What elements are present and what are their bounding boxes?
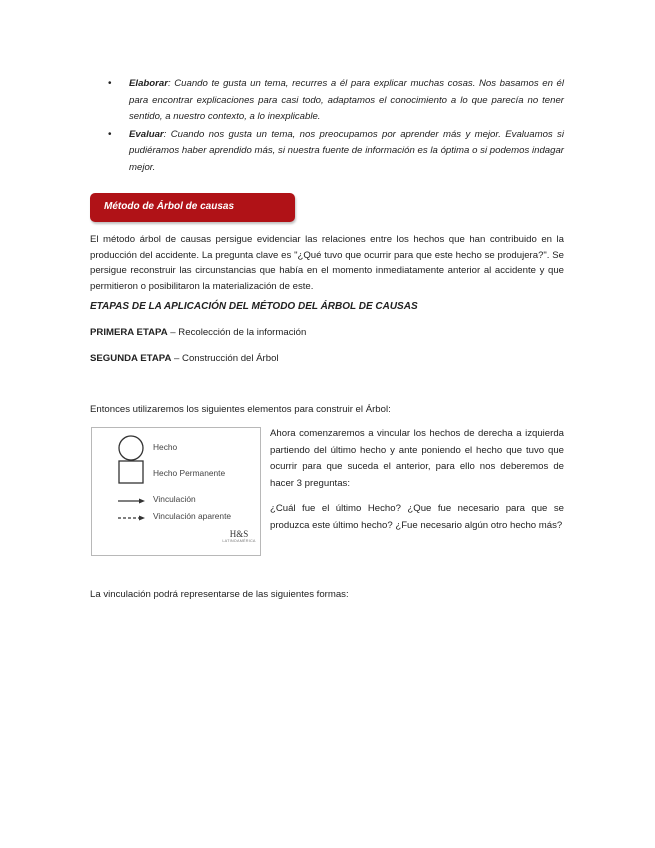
stage-text: – Construcción del Árbol [171, 353, 279, 364]
legend-figure [91, 427, 261, 556]
vinculation-paragraph: Ahora comenzaremos a vincular los hechos de derecha a izquierda partiendo del último hecho y ante poniendo el hecho que tuvo que ocurrir para que suceda el anterior, para ello nos deberemos de hacer 3 preguntas: [270, 428, 564, 489]
bullet-dot-icon: • [108, 78, 112, 89]
legend-vinculacion-label: Vinculación [153, 494, 196, 504]
dashed-arrowhead-icon [139, 516, 145, 521]
stages-title: ETAPAS DE LA APLICACIÓN DEL MÉTODO DEL ÁRBOL DE CAUSAS [90, 301, 418, 312]
section-header-title: Método de Árbol de causas [104, 201, 235, 212]
bullet-list [108, 76, 564, 178]
questions-paragraph: ¿Cuál fue el último Hecho? ¿Que fue necesario para que se produzca este último hecho? ¿Fue necesario algún otro hecho más? [270, 503, 564, 531]
bullet-term: Elaborar [129, 78, 168, 89]
bullet-item-evaluar [108, 127, 564, 177]
elements-intro: Entonces utilizaremos los siguientes elementos para construir el Árbol: [90, 404, 391, 415]
logo-main: H&S [229, 529, 249, 539]
section-header [90, 193, 295, 222]
stage-first [90, 327, 306, 338]
bullet-term: Evaluar [129, 128, 164, 140]
intro-paragraph: El método árbol de causas persigue evidenciar las relaciones entre los hechos que han contribuido en la producción del accidente. La pregunta clave es "¿Qué tuvo que ocurrir para que este hecho se produjera?". Se persigue reconstruir las circunstancias que había en el momento inmediatamente anterior al accidente y que permitieron o posibilitaron la materialización de este. [90, 234, 564, 292]
legend-hecho-label: Hecho [153, 442, 178, 452]
bullet-item-elaborar [108, 76, 564, 126]
legend-vinculacion-aparente-label: Vinculación aparente [153, 511, 232, 521]
bullet-text: : Cuando nos gusta un tema, nos preocupamos por aprender más y mejor. Evaluamos si pudiéramos haber aprendido más, si nuestra fuente de información es la óptima o si podemos indagar mejor. [129, 128, 564, 173]
stage-text: – Recolección de la información [167, 327, 307, 338]
bullet-dot-icon: • [108, 128, 112, 140]
arrowhead-icon [139, 499, 145, 504]
square-icon [119, 461, 143, 483]
stage-label: SEGUNDA ETAPA [90, 353, 172, 364]
hs-logo [222, 529, 256, 543]
forms-intro: La vinculación podrá representarse de las siguientes formas: [90, 589, 349, 600]
legend-hecho-permanente-label: Hecho Permanente [153, 468, 226, 478]
bullet-text: : Cuando te gusta un tema, recurres a él para explicar muchas cosas. Nos basamos en él para encontrar explicaciones para casi todo, adaptamos el conocimiento a lo que parecía no tener sentido, a nuestro contexto, a lo inexplicable. [129, 78, 564, 123]
stage-second [90, 353, 279, 364]
logo-sub: LATINOAMÉRICA [222, 539, 256, 543]
stage-label: PRIMERA ETAPA [90, 327, 168, 338]
circle-icon [119, 436, 143, 460]
